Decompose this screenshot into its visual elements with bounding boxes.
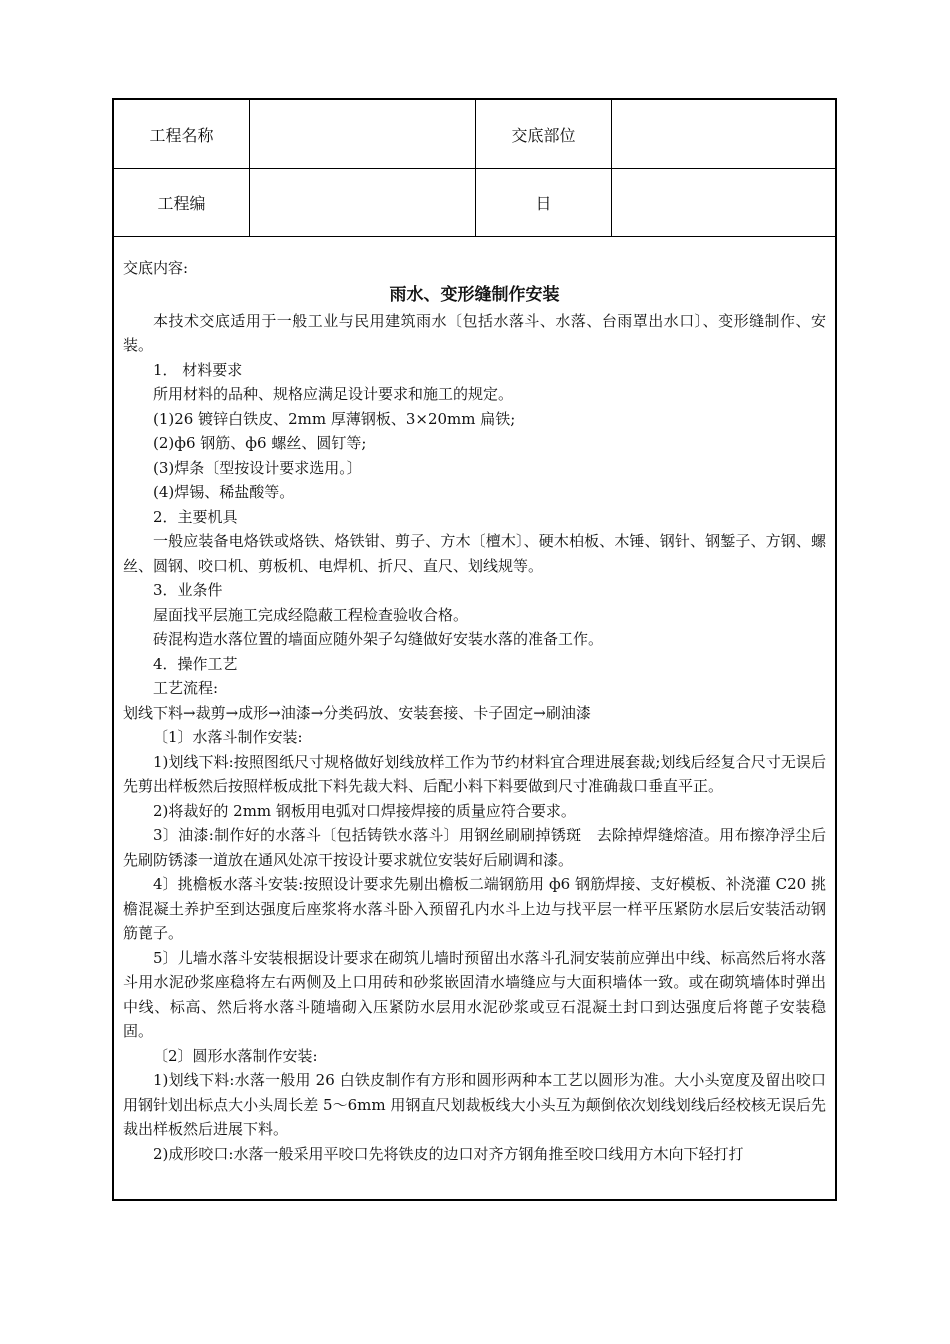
paragraph: 2)将裁好的 2mm 钢板用电弧对口焊接焊接的质量应符合要求。 (153, 801, 576, 820)
project-name-field[interactable] (250, 100, 476, 168)
paragraph: 一般应装备电烙铁或烙铁、烙铁钳、剪子、方木〔檀木〕、硬木柏板、木锤、钢针、钢錾子、方钢、螺丝、圆钢、咬口机、剪板机、电焊机、折尺、直尺、划线规等。 (123, 532, 826, 575)
disclosure-content (123, 256, 826, 1199)
date-field[interactable] (612, 168, 835, 236)
intro-label: 交底内容: (123, 259, 189, 277)
disclosure-form (112, 98, 837, 1201)
list-item: (3)焊条〔型按设计要求选用。〕 (153, 458, 362, 477)
header-row-1 (114, 100, 835, 169)
document-title: 雨水、变形缝制作安装 (389, 284, 560, 305)
paragraph: 1)划线下料:水落一般用 26 白铁皮制作有方形和圆形两种本工艺以圆形为准。大小头宽度及留出咬口用钢针划出标点大小头周长差 5～6mm 用钢直尺划裁板线大小头互为颠倒依次划线划线后经校核无误后先裁出样板然后进展下料。 (123, 1071, 826, 1138)
process-flow: 划线下料→裁剪→成形→油漆→分类码放、安装套接、卡子固定→刷油漆 (123, 703, 591, 722)
location-field[interactable] (612, 100, 835, 168)
project-code-label: 工程编 (114, 168, 250, 236)
list-item: (2)ф6 钢筋、ф6 螺丝、圆钉等; (153, 434, 367, 452)
paragraph: 3〕油漆:制作好的水落斗〔包括铸铁水落斗〕用钢丝刷刷掉锈斑 去除掉焊缝熔渣。用布擦净浮尘后先刷防锈漆一道放在通风处凉干按设计要求就位安装好后刷调和漆。 (123, 826, 826, 869)
section-heading: 1． 材料要求 (153, 360, 243, 379)
location-label: 交底部位 (476, 100, 612, 168)
paragraph: 屋面找平层施工完成经隐蔽工程检查验收合格。 (153, 605, 469, 624)
paragraph: 1)划线下料:按照图纸尺寸规格做好划线放样工作为节约材料宜合理进展套裁;划线后经复合尺寸无误后先剪出样板然后按照样板成批下料先裁大料、后配小料下料要做到尺寸准确裁口垂直平正。 (123, 752, 826, 795)
date-label: 日 (476, 168, 612, 236)
header-row-2 (114, 168, 835, 237)
subsection-heading: 〔2〕圆形水落制作安装: (153, 1046, 318, 1065)
section-heading: 3．业条件 (153, 581, 223, 599)
subsection-heading: 〔1〕水落斗制作安装: (153, 728, 303, 746)
paragraph: 工艺流程: (153, 679, 219, 697)
paragraph: 砖混构造水落位置的墙面应随外架子勾缝做好安装水落的准备工作。 (153, 630, 604, 648)
list-item: (1)26 镀锌白铁皮、2mm 厚薄钢板、3×20mm 扁铁; (153, 409, 516, 428)
list-item: (4)焊锡、稀盐酸等。 (153, 483, 295, 501)
project-code-field[interactable] (250, 168, 476, 236)
paragraph: 所用材料的品种、规格应满足设计要求和施工的规定。 (153, 385, 514, 403)
paragraph: 4〕挑檐板水落斗安装:按照设计要求先剔出檐板二端钢筋用 ф6 钢筋焊接、支好模板、补浇灌 C20 挑檐混凝土养护至到达强度后座浆将水落斗卧入预留孔内水斗上边与找平层一样平压紧防水层后安装活动钢筋蓖子。 (123, 875, 826, 942)
paragraph: 本技术交底适用于一般工业与民用建筑雨水〔包括水落斗、水落、台雨罩出水口〕、变形缝制作、安装。 (123, 311, 826, 354)
project-name-label: 工程名称 (114, 100, 250, 168)
paragraph: 5〕儿墙水落斗安装根据设计要求在砌筑儿墙时预留出水落斗孔洞安装前应弹出中线、标高然后将水落斗用水泥砂浆座稳将左右两侧及上口用砖和砂浆嵌固清水墙缝应与大面积墙体一致。或在砌筑墙体时弹出中线、标高、然后将水落斗随墙砌入压紧防水层用水泥砂浆或豆石混凝土封口到达强度后将蓖子安装稳固。 (123, 948, 826, 1040)
section-heading: 4．操作工艺 (153, 654, 238, 673)
section-heading: 2．主要机具 (153, 507, 238, 526)
paragraph: 2)成形咬口:水落一般采用平咬口先将铁皮的边口对齐方钢角推至咬口线用方木向下轻打打 (153, 1144, 744, 1163)
